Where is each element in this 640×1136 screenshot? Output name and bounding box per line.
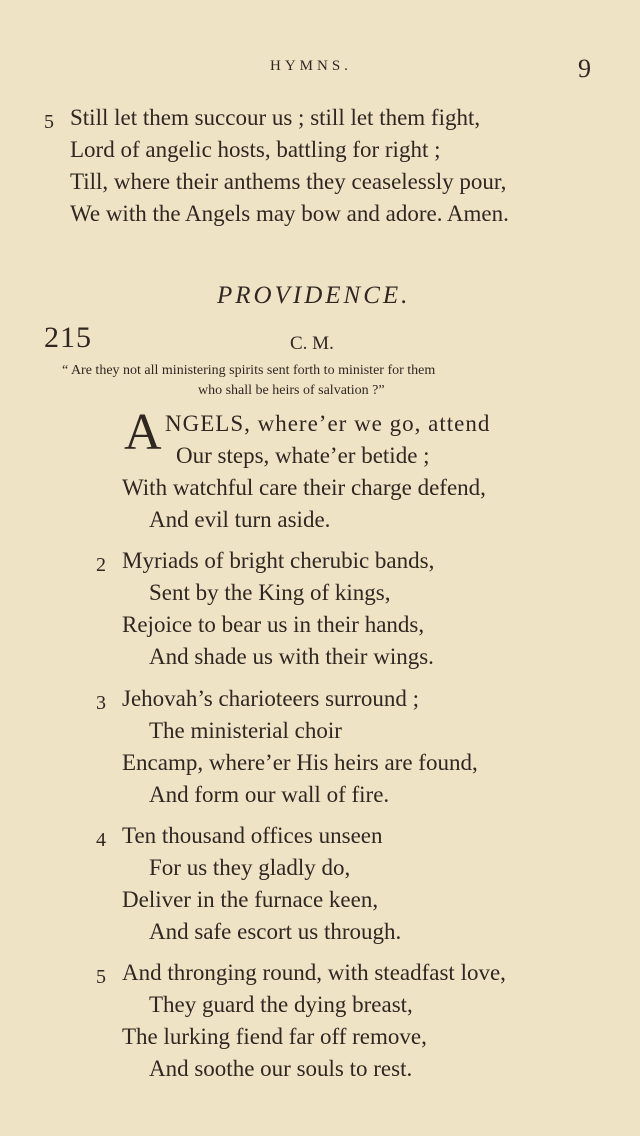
stanza-number: 2 (96, 554, 106, 576)
stanza-number: 5 (44, 111, 54, 133)
running-head (0, 54, 640, 86)
verse-line: Jehovah’s charioteers surround ; (122, 686, 420, 711)
verse-line: Lord of angelic hosts, battling for right ; (70, 137, 441, 162)
hymn-meter: C. M. (290, 333, 334, 354)
epigraph-line: “ Are they not all ministering spirits sent forth to minister for them (62, 363, 436, 378)
verse-line: The lurking fiend far off remove, (122, 1024, 427, 1049)
verse-line: Ten thousand offices unseen (122, 823, 383, 848)
page-number: 9 (578, 54, 591, 83)
stanza-number: 4 (96, 829, 106, 851)
verse-line: And safe escort us through. (149, 919, 402, 944)
verse-line: Deliver in the furnace keen, (122, 887, 379, 912)
stanza-number: 5 (96, 966, 106, 988)
verse-line: Encamp, where’er His heirs are found, (122, 750, 478, 775)
verse-line: Our steps, whate’er betide ; (176, 443, 430, 468)
running-title: HYMNS. (270, 58, 352, 74)
verse-line: They guard the dying breast, (149, 992, 413, 1017)
verse-line: Myriads of bright cherubic bands, (122, 548, 435, 573)
verse-line: And shade us with their wings. (149, 644, 434, 669)
verse-line: With watchful care their charge defend, (122, 475, 486, 500)
drop-cap: A (124, 404, 162, 461)
verse-line: And soothe our souls to rest. (149, 1056, 413, 1081)
verse-line: Still let them succour us ; still let them fight, (70, 105, 481, 130)
verse-line: And thronging round, with steadfast love, (122, 960, 506, 985)
verse-line: Till, where their anthems they ceaselessly pour, (70, 169, 507, 194)
stanza-number: 3 (96, 692, 106, 714)
verse-line: And form our wall of fire. (149, 782, 390, 807)
verse-line: The ministerial choir (149, 718, 342, 743)
verse-line: We with the Angels may bow and adore. Amen. (70, 201, 509, 226)
epigraph-line: who shall be heirs of salvation ?” (198, 383, 385, 398)
hymn-number: 215 (44, 321, 92, 354)
section-title: PROVIDENCE. (217, 282, 411, 309)
verse-line: Sent by the King of kings, (149, 580, 391, 605)
verse-line: NGELS, where’er we go, attend (165, 411, 491, 436)
verse-line: For us they gladly do, (149, 855, 351, 880)
verse-line: Rejoice to bear us in their hands, (122, 612, 425, 637)
verse-line: And evil turn aside. (149, 507, 331, 532)
